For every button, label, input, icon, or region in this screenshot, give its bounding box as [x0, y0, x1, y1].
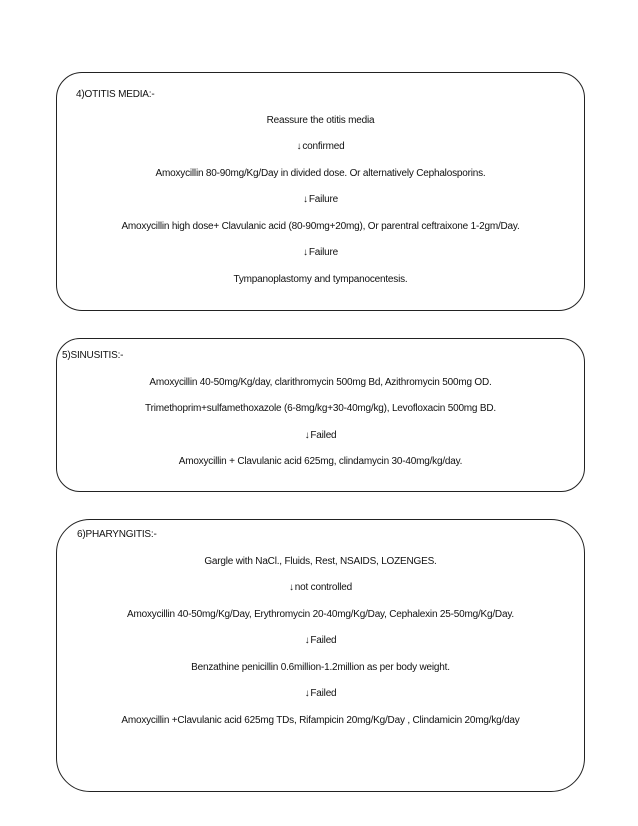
otitis-media-title: 4)OTITIS MEDIA:- — [76, 89, 155, 100]
sinusitis-line-2: Trimethoprim+sulfamethoxazole (6-8mg/kg+30-40mg/kg), Levofloxacin 500mg BD. — [145, 403, 496, 414]
otitis-line-1: Reassure the otitis media — [266, 115, 375, 126]
down-arrow-icon: ↓ — [304, 635, 310, 646]
down-arrow-icon: ↓ — [304, 430, 310, 441]
down-arrow-icon: ↓ — [296, 141, 302, 152]
sinusitis-title: 5)SINUSITIS:- — [62, 350, 124, 361]
pharyngitis-line-7: Amoxycillin +Clavulanic acid 625mg TDs, Rifampicin 20mg/Kg/Day , Clindamicin 20mg/kg/day — [121, 715, 520, 726]
otitis-line-2: ↓confirmed — [296, 141, 345, 152]
pharyngitis-line-1: Gargle with NaCl., Fluids, Rest, NSAIDS, LOZENGES. — [204, 556, 437, 567]
down-arrow-icon: ↓ — [288, 582, 294, 593]
pharyngitis-line-2: ↓not controlled — [288, 582, 353, 593]
sinusitis-line-3: ↓Failed — [304, 430, 337, 441]
pharyngitis-box — [56, 519, 585, 792]
pharyngitis-line-3: Amoxycillin 40-50mg/Kg/Day, Erythromycin 20-40mg/Kg/Day, Cephalexin 25-50mg/Kg/Day. — [127, 609, 514, 620]
sinusitis-box — [56, 338, 585, 492]
otitis-media-box — [56, 72, 585, 311]
pharyngitis-line-5: Benzathine penicillin 0.6million-1.2million as per body weight. — [191, 662, 450, 673]
down-arrow-icon: ↓ — [303, 194, 308, 205]
sinusitis-line-4: Amoxycillin + Clavulanic acid 625mg, clindamycin 30-40mg/kg/day. — [178, 456, 463, 467]
otitis-line-4: ↓Failure — [303, 194, 338, 205]
pharyngitis-title: 6)PHARYNGITIS:- — [77, 529, 157, 540]
otitis-line-3: Amoxycillin 80-90mg/Kg/Day in divided dose. Or alternatively Cephalosporins. — [155, 168, 486, 179]
pharyngitis-line-6: ↓Failed — [304, 688, 337, 699]
otitis-line-7: Tympanoplastomy and tympanocentesis. — [233, 274, 408, 285]
down-arrow-icon: ↓ — [303, 247, 308, 258]
otitis-line-6: ↓Failure — [303, 247, 338, 258]
down-arrow-icon: ↓ — [304, 688, 310, 699]
pharyngitis-line-4: ↓Failed — [304, 635, 337, 646]
otitis-line-5: Amoxycillin high dose+ Clavulanic acid (80-90mg+20mg), Or parentral ceftraixone 1-2gm/Day. — [121, 221, 520, 232]
sinusitis-line-1: Amoxycillin 40-50mg/Kg/day, clarithromycin 500mg Bd, Azithromycin 500mg OD. — [149, 377, 492, 388]
